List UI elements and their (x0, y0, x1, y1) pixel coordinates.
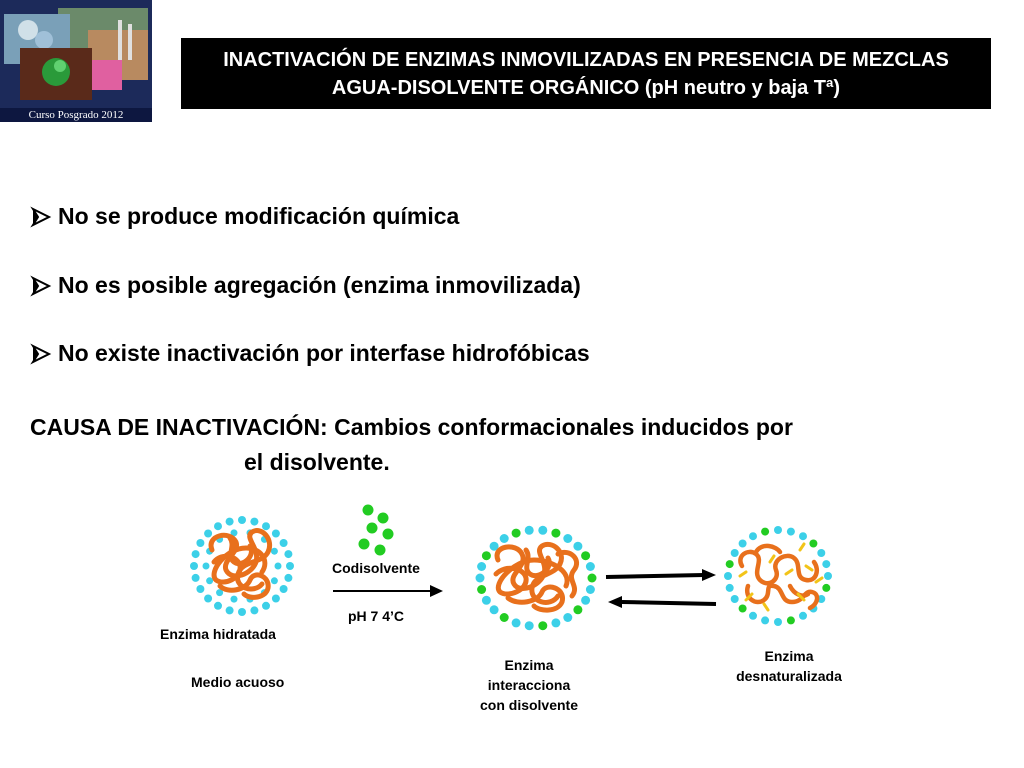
solvent-molecule (271, 577, 278, 584)
solvent-molecule (238, 516, 246, 524)
bullet-text: No existe inactivación por interfase hidrofóbicas (58, 340, 590, 366)
denatured-enzyme (724, 526, 832, 626)
unfolded-chain (740, 546, 817, 608)
solvent-molecule (272, 595, 280, 603)
solvent-molecule (739, 540, 747, 548)
label-cosolvent: Codisolvente (332, 560, 420, 576)
solvent-molecule (250, 606, 258, 614)
solvent-molecule (538, 526, 547, 535)
reaction-arrow (333, 585, 443, 597)
inactivation-diagram (0, 490, 1024, 768)
solvent-molecule (477, 562, 486, 571)
solvent-molecule (774, 618, 782, 626)
solvent-molecule (551, 618, 560, 627)
label-hydrated-enzyme: Enzima hidratada (160, 626, 276, 642)
solvent-molecule (538, 621, 547, 630)
solvent-molecule (192, 574, 200, 582)
bullet-text: No es posible agregación (enzima inmovilizada) (58, 272, 581, 298)
cause-statement (30, 410, 840, 480)
label-aqueous-medium: Medio acuoso (191, 674, 285, 690)
solvent-molecule (500, 534, 509, 543)
solvent-molecule (824, 572, 832, 580)
arrow-bullet-icon (30, 206, 52, 228)
solvent-molecule (726, 584, 734, 592)
solvent-molecule (275, 563, 282, 570)
solvent-molecule (271, 548, 278, 555)
solvent-molecule (551, 529, 560, 538)
cosolvent-molecules (359, 505, 394, 556)
slide-title (181, 38, 991, 109)
bullet-item (30, 203, 459, 230)
solvent-molecule (238, 608, 246, 616)
solvent-molecule (809, 540, 817, 548)
solvent-molecule (286, 562, 294, 570)
solvent-molecule (477, 585, 486, 594)
solvent-molecule (822, 584, 830, 592)
label-line: desnaturalizada (736, 668, 842, 684)
solvent-molecule (731, 595, 739, 603)
solvent-molecule (482, 551, 491, 560)
solvent-molecule (490, 605, 499, 614)
solvent-molecule (482, 596, 491, 605)
label-line: con disolvente (479, 697, 579, 713)
solvent-molecule (284, 574, 292, 582)
solvent-molecule (749, 612, 757, 620)
label-enzyme-interacts (468, 655, 590, 715)
label-line: Enzima (504, 657, 554, 673)
solvent-molecule (525, 526, 534, 535)
solvent-molecule (214, 522, 222, 530)
bullet-item (30, 340, 590, 367)
solvent-molecule (822, 560, 830, 568)
diagram-graphics (0, 490, 1024, 768)
label-line: interacciona (487, 677, 571, 693)
title-line-1: INACTIVACIÓN DE ENZIMAS INMOVILIZADAS EN PRESENCIA DE MEZCLAS (223, 48, 949, 71)
equilibrium-arrows (606, 569, 716, 608)
bullet-text: No se produce modificación química (58, 203, 460, 229)
solvent-molecule (476, 574, 485, 583)
solvent-molecule (749, 532, 757, 540)
logo-caption: Curso Posgrado 2012 (0, 108, 152, 122)
bullet-item (30, 272, 581, 299)
solvent-molecule (581, 596, 590, 605)
solvent-molecule (512, 529, 521, 538)
solvent-molecule (581, 551, 590, 560)
solvent-molecule (739, 605, 747, 613)
solvent-molecule (563, 613, 572, 622)
solvent-molecule (196, 539, 204, 547)
solvent-molecule (204, 595, 212, 603)
solvent-molecule (280, 585, 288, 593)
solvent-molecule (774, 526, 782, 534)
hydrated-enzyme (190, 516, 294, 616)
solvent-molecule (272, 530, 280, 538)
interacting-enzyme (476, 526, 597, 630)
solvent-molecule (525, 621, 534, 630)
logo-collage-image (0, 0, 152, 122)
arrow-bullet-icon (30, 343, 52, 365)
solvent-molecule (563, 534, 572, 543)
course-logo (0, 0, 152, 122)
solvent-molecule (280, 539, 288, 547)
solvent-molecule (190, 562, 198, 570)
solvent-molecule (787, 616, 795, 624)
enzyme-coil (496, 544, 577, 610)
solvent-molecule (262, 602, 270, 610)
solvent-molecule (787, 528, 795, 536)
solvent-molecule (761, 528, 769, 536)
solvent-molecule (586, 585, 595, 594)
cause-line-1: CAUSA DE INACTIVACIÓN: Cambios conformacionales inducidos por (30, 414, 793, 440)
solvent-molecule (231, 596, 238, 603)
label-line: Enzima (764, 648, 814, 664)
solvent-molecule (226, 606, 234, 614)
solvent-molecule (284, 550, 292, 558)
label-conditions: pH 7 4’C (348, 608, 405, 624)
solvent-molecule (512, 618, 521, 627)
arrow-bullet-icon (30, 275, 52, 297)
solvent-molecule (226, 518, 234, 526)
solvent-molecule (731, 549, 739, 557)
solvent-molecule (192, 550, 200, 558)
solvent-molecule (817, 549, 825, 557)
title-line-2: AGUA-DISOLVENTE ORGÁNICO (pH neutro y baja Tª) (331, 76, 841, 99)
solvent-molecule (203, 563, 210, 570)
solvent-molecule (726, 560, 734, 568)
solvent-molecule (724, 572, 732, 580)
solvent-molecule (799, 532, 807, 540)
solvent-molecule (250, 518, 258, 526)
solvent-molecule (573, 605, 582, 614)
solvent-molecule (500, 613, 509, 622)
solvent-molecule (214, 602, 222, 610)
label-denatured-enzyme (728, 646, 850, 686)
solvent-molecule (206, 577, 213, 584)
solvent-molecule (262, 522, 270, 530)
solvent-molecule (588, 574, 597, 583)
solvent-molecule (204, 530, 212, 538)
solvent-molecule (799, 612, 807, 620)
solvent-molecule (196, 585, 204, 593)
solvent-molecule (586, 562, 595, 571)
cause-line-2: el disolvente. (244, 449, 390, 475)
solvent-molecule (573, 542, 582, 551)
solvent-molecule (761, 616, 769, 624)
